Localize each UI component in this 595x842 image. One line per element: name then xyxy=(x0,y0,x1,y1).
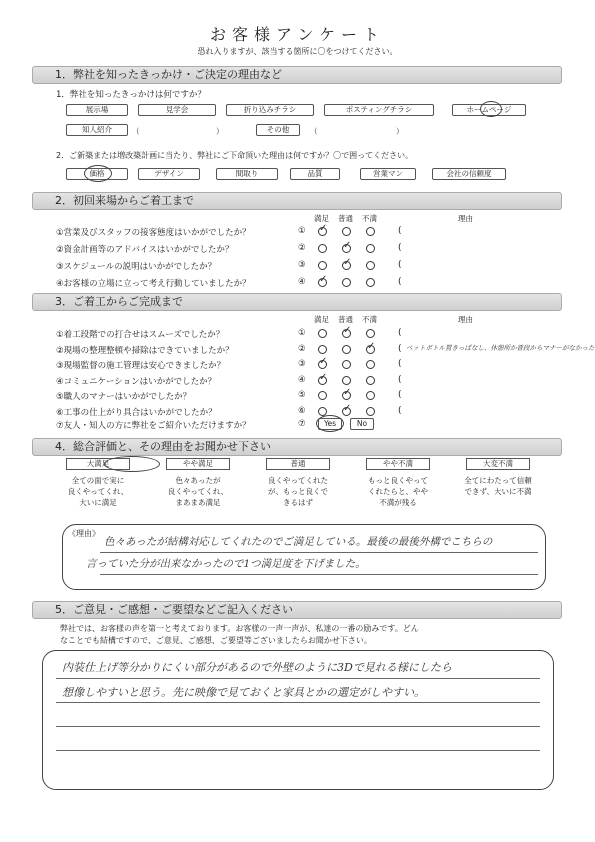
rating-3-desc-2: が、もっと良くで xyxy=(268,487,328,496)
comment-line-2 xyxy=(56,702,540,703)
q1-text: 1．弊社を知ったきっかけは何ですか？ xyxy=(56,90,206,100)
sec3-q2-reason-text: ペットボトル置きっぱなし、休憩所か普段からマナーがなかった xyxy=(406,343,595,352)
q7-yes[interactable]: Yes xyxy=(318,418,342,430)
sec3-col-neutral: 普通 xyxy=(338,315,353,324)
sec3-col-satisfied: 満足 xyxy=(314,315,329,324)
q1-option-2[interactable]: 見学会 xyxy=(138,104,216,116)
sec2-q2-number: ② xyxy=(298,243,306,253)
sec3-q1-text: ①着工段階での打合せはスムーズでしたか？ xyxy=(56,330,225,340)
comment-line-4 xyxy=(56,750,540,751)
sec3-q4-text: ④コミュニケーションはいかがでしたか？ xyxy=(56,376,217,387)
sec3-q2-reason-paren: ( xyxy=(398,343,402,354)
sec3-q6-check-mark: ✓ xyxy=(343,402,352,414)
rating-5-desc-2: できず、大いに不満 xyxy=(464,487,532,496)
sec2-q4-radio-3[interactable] xyxy=(366,278,375,287)
q2-circled-mark xyxy=(84,165,112,182)
q7-number: ⑦ xyxy=(298,419,306,429)
page-subtitle: 恐れ入りますが、該当する箇所に〇をつけてください。 xyxy=(197,47,398,56)
section-5-header: 5．ご意見・ご感想・ご要望などご記入ください xyxy=(32,601,562,619)
sec3-q2-radio-1[interactable] xyxy=(318,345,327,354)
rating-2-desc-1: 色々あったが xyxy=(175,476,221,485)
comment-text-2: 想像しやすいと思う。先に映像で見ておくと家具とかの選定がしやすい。 xyxy=(62,686,425,699)
sec3-q6-number: ⑥ xyxy=(298,405,306,416)
rating-circled-mark xyxy=(104,456,160,472)
q1-option-other[interactable]: その他 xyxy=(256,124,300,136)
sec2-q2-reason-paren: ( xyxy=(398,243,402,253)
sec3-q5-number: ⑤ xyxy=(298,390,306,400)
sec3-q4-check-mark: ✓ xyxy=(319,371,328,383)
section-2-header: 2．初回来場からご着工まで xyxy=(32,192,562,210)
sec2-q2-text: ②資金計画等のアドバイスはいかがでしたか？ xyxy=(56,245,234,255)
q2-option-6[interactable]: 会社の信頼度 xyxy=(432,168,506,180)
sec2-col-neutral: 普通 xyxy=(338,214,353,223)
sec3-q1-number: ① xyxy=(298,328,306,338)
q2-option-3[interactable]: 間取り xyxy=(216,168,278,180)
sec2-q4-text: ④お客様の立場に立って考え行動していましたか？ xyxy=(56,279,251,289)
sec3-q1-radio-3[interactable] xyxy=(366,329,375,338)
rating-option-5[interactable]: 大変不満 xyxy=(466,458,530,470)
section-3-header: 3．ご着工からご完成まで xyxy=(32,293,562,311)
comment-line-1 xyxy=(56,678,540,679)
sec2-q3-text: ③スケジュールの説明はいかがでしたか？ xyxy=(56,262,217,272)
sec3-q2-check-mark: ✓ xyxy=(367,340,376,352)
sec3-q5-radio-1[interactable] xyxy=(318,391,327,400)
sec3-q4-reason-paren: ( xyxy=(398,374,402,385)
reason-text-1: 色々あったが結構対応してくれたのでご満足している。最後の最後外構でこちらの xyxy=(104,536,493,548)
sec3-q1-reason-paren: ( xyxy=(398,328,402,338)
rating-4-desc-2: くれたらと、やや xyxy=(368,487,428,496)
q1-option-5[interactable]: ホームページ xyxy=(452,104,526,116)
rating-4-desc-3: 不満が残る xyxy=(379,498,417,507)
sec3-q4-radio-3[interactable] xyxy=(366,376,375,385)
sec5-intro-2: なことでも結構ですので、ご意見、ご感想、ご要望等ございましたらお聞かせ下さい。 xyxy=(60,636,372,645)
rating-4-desc-1: もっと良くやって xyxy=(368,476,428,485)
rating-1-desc-3: 大いに満足 xyxy=(79,498,117,507)
q1-paren-open-1: （ xyxy=(132,127,140,136)
sec3-q5-check-mark: ✓ xyxy=(343,387,352,398)
sec2-q1-text: ①営業及びスタッフの接客態度はいかがでしたか？ xyxy=(56,228,251,238)
q1-circled-mark xyxy=(480,101,502,117)
sec3-q3-radio-2[interactable] xyxy=(342,360,351,369)
sec3-q5-text: ⑤職人のマナーはいかがでしたか？ xyxy=(56,392,192,402)
sec3-q5-radio-3[interactable] xyxy=(366,391,375,400)
sec3-q1-check-mark: ✓ xyxy=(343,325,352,336)
reason-label: 《理由》 xyxy=(68,529,100,538)
rating-1-desc-2: 良くやってくれ、 xyxy=(67,487,129,496)
q2-option-1[interactable]: 価格 xyxy=(66,168,128,180)
sec2-q3-number: ③ xyxy=(298,260,306,270)
rating-option-3[interactable]: 普通 xyxy=(266,458,330,470)
q1-option-4[interactable]: ポスティングチラシ xyxy=(324,104,434,116)
sec2-q2-radio-3[interactable] xyxy=(366,244,375,253)
sec3-q5-reason-paren: ( xyxy=(398,390,402,400)
sec3-q3-reason-paren: ( xyxy=(398,359,402,369)
rating-3-desc-1: 良くやってくれた xyxy=(268,476,328,485)
sec2-q3-radio-3[interactable] xyxy=(366,261,375,270)
sec2-q4-reason-paren: ( xyxy=(398,277,402,287)
sec2-q4-check-mark: ✓ xyxy=(319,274,328,285)
comment-text-1: 内装仕上げ等分かりにくい部分があるので外壁のように3Dで見れる様にしたら xyxy=(62,661,452,674)
reason-line-1 xyxy=(100,552,538,553)
sec3-q6-text: ⑥工事の仕上がり具合はいかがでしたか？ xyxy=(56,407,217,418)
reason-text-2: 言っていた分が出来なかったので1つ満足度を下げました。 xyxy=(86,558,366,570)
q1-option-1[interactable]: 展示場 xyxy=(66,104,128,116)
sec2-q2-radio-1[interactable] xyxy=(318,244,327,253)
rating-2-desc-3: まあまあ満足 xyxy=(175,498,221,507)
rating-1-desc-1: 全ての面で実に xyxy=(71,476,125,485)
sec3-q3-text: ③現場監督の施工管理は安心できましたか？ xyxy=(56,361,226,371)
sec2-q3-check-mark: ✓ xyxy=(343,257,352,268)
sec2-q4-number: ④ xyxy=(298,277,306,287)
sec5-intro-1: 弊社では、お客様の声を第一と考えております。お客様の一声一声が、私達の一番の励みです。どん xyxy=(60,624,419,633)
rating-option-2[interactable]: やや満足 xyxy=(166,458,230,470)
sec3-q6-reason-paren: ( xyxy=(398,405,402,416)
rating-2-desc-2: 良くやってくれ、 xyxy=(167,487,229,496)
sec3-q6-radio-3[interactable] xyxy=(366,407,375,416)
sec3-q1-radio-1[interactable] xyxy=(318,329,327,338)
q1-option-referral[interactable]: 知人紹介 xyxy=(66,124,128,136)
q1-paren-open-2: （ xyxy=(310,127,318,136)
sec2-q3-reason-paren: ( xyxy=(398,260,402,270)
sec3-q2-number: ② xyxy=(298,343,306,354)
rating-option-4[interactable]: やや不満 xyxy=(366,458,430,470)
sec3-col-reason: 理由 xyxy=(458,315,473,324)
sec3-q4-number: ④ xyxy=(298,374,306,385)
rating-option-1[interactable]: 大満足 xyxy=(66,458,130,470)
sec2-col-reason: 理由 xyxy=(458,214,473,223)
q1-paren-close-1: ） xyxy=(216,127,224,136)
sec2-q1-number: ① xyxy=(298,226,306,236)
section-1-header: 1．弊社を知ったきっかけ・ご決定の理由など xyxy=(32,66,562,84)
sec3-q2-text: ②現場の整理整頓や掃除はできていましたか？ xyxy=(56,345,234,356)
page-title: お客様アンケート xyxy=(209,25,386,44)
sec3-q6-radio-1[interactable] xyxy=(318,407,327,416)
sec2-col-dissatisfied: 不満 xyxy=(362,214,377,223)
q2-text: 2．ご新築または増改築計画に当たり、弊社にご下命頂いた理由は何ですか？〇で囲ってください。 xyxy=(56,151,414,160)
sec3-q3-number: ③ xyxy=(298,359,306,369)
sec3-q3-radio-3[interactable] xyxy=(366,360,375,369)
sec3-q3-check-mark: ✓ xyxy=(319,356,328,367)
sec2-q1-check-mark: ✓ xyxy=(319,223,328,234)
q7-circled-mark xyxy=(316,415,344,432)
comment-line-3 xyxy=(56,726,540,727)
rating-5-desc-1: 全てにわたって信頼 xyxy=(464,476,532,485)
sec2-q2-check-mark: ✓ xyxy=(343,240,352,251)
rating-3-desc-3: きるはず xyxy=(283,498,313,507)
sec2-q1-radio-3[interactable] xyxy=(366,227,375,236)
q2-option-4[interactable]: 品質 xyxy=(290,168,340,180)
sec3-q2-radio-2[interactable] xyxy=(342,345,351,354)
sec2-q4-radio-2[interactable] xyxy=(342,278,351,287)
q7-text: ⑦友人・知人の方に弊社をご紹介いただけますか？ xyxy=(56,421,251,431)
q7-no[interactable]: No xyxy=(350,418,374,430)
q1-paren-close-2: ） xyxy=(396,127,404,136)
sec2-q1-radio-2[interactable] xyxy=(342,227,351,236)
sec3-col-dissatisfied: 不満 xyxy=(362,315,377,324)
sec2-q3-radio-1[interactable] xyxy=(318,261,327,270)
reason-line-2 xyxy=(100,574,538,575)
q1-option-3[interactable]: 折り込みチラシ xyxy=(226,104,314,116)
q2-option-5[interactable]: 営業マン xyxy=(360,168,416,180)
q2-option-2[interactable]: デザイン xyxy=(138,168,200,180)
sec3-q4-radio-2[interactable] xyxy=(342,376,351,385)
sec2-q1-reason-paren: ( xyxy=(398,226,402,236)
section-4-header: 4．総合評価と、その理由をお聞かせ下さい xyxy=(32,438,562,456)
sec2-col-satisfied: 満足 xyxy=(314,214,329,223)
